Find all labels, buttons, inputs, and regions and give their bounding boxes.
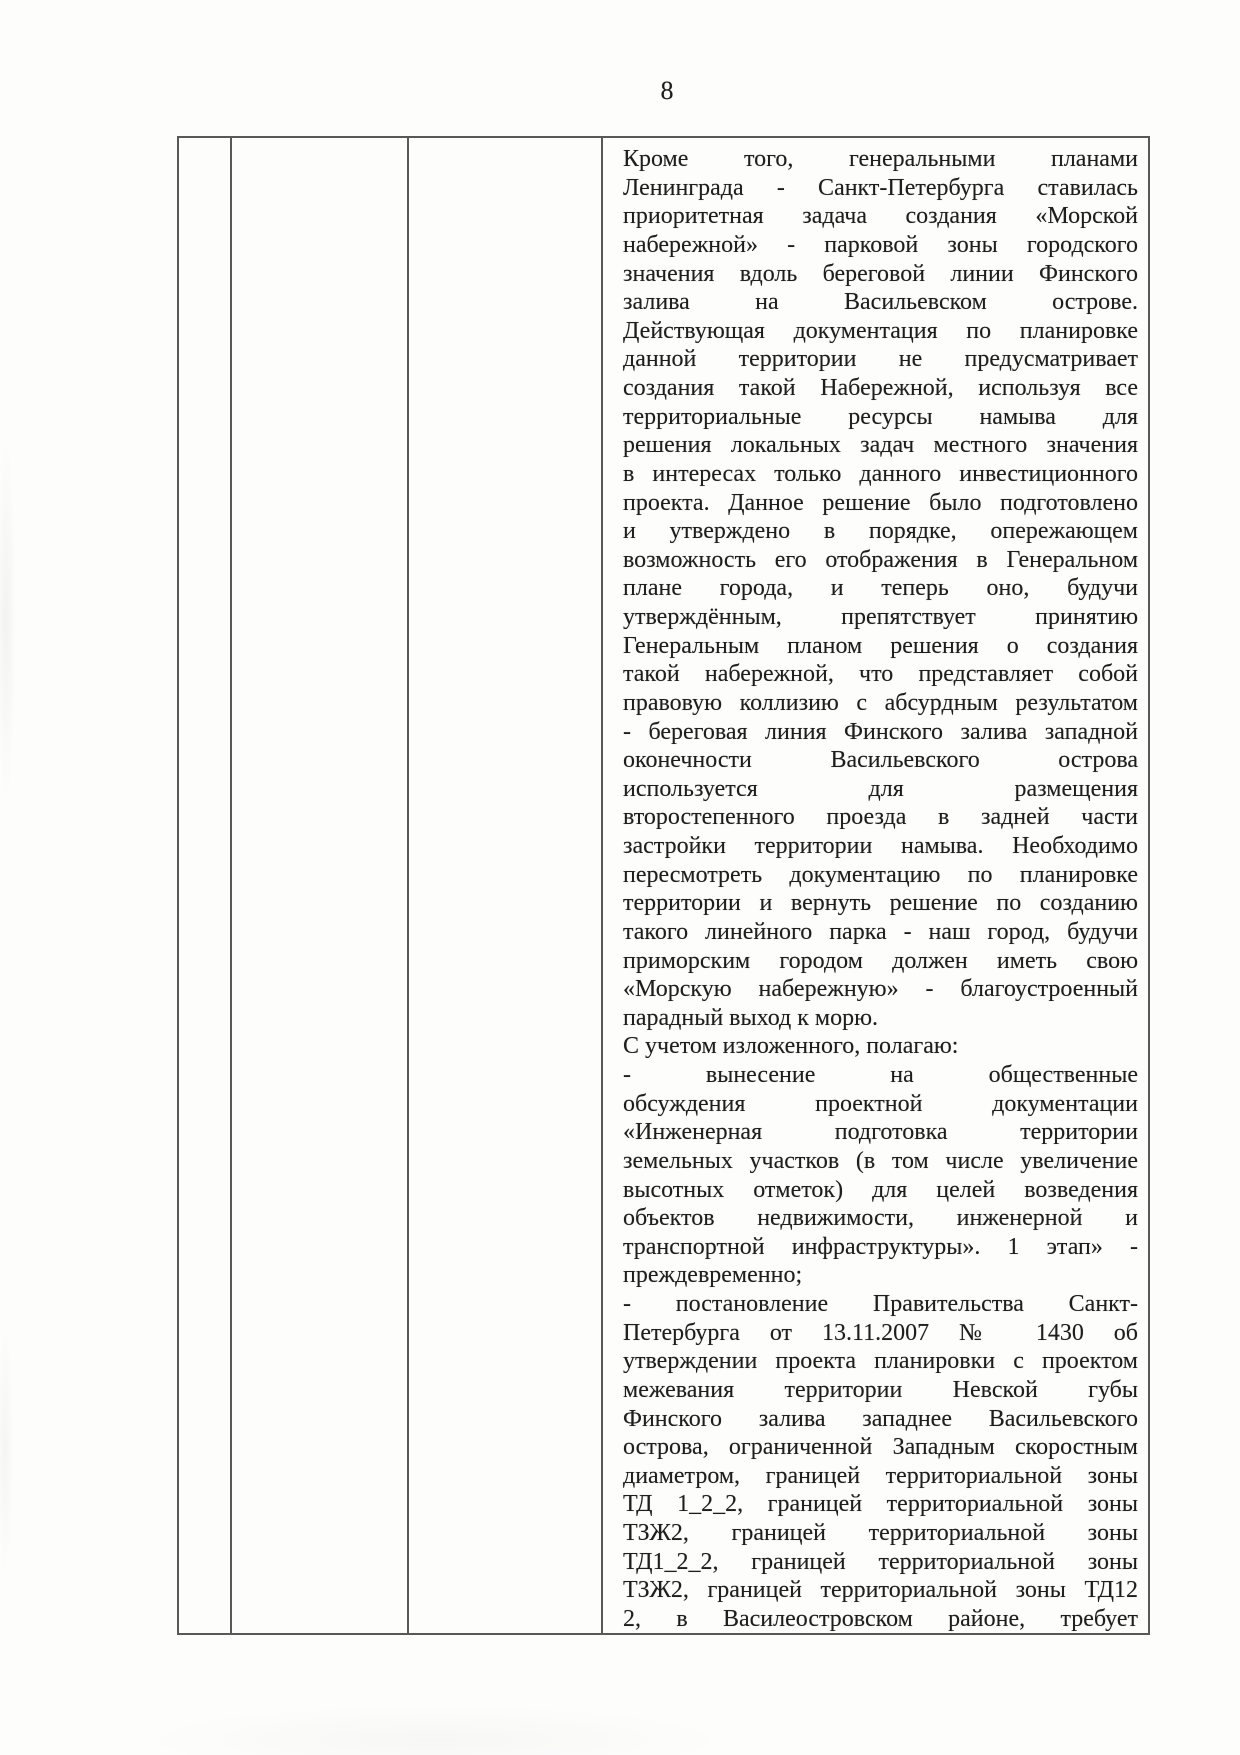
text-line: ТЗЖ2, границей территориальной зоны ТД12	[623, 1577, 1138, 1604]
text-line: второстепенного проезда в задней части	[623, 804, 1138, 831]
text-line: такой набережной, что представляет собой	[623, 661, 1138, 688]
text-line: 2, в Василеостровском районе, требует	[623, 1605, 1138, 1632]
text-line: ТД 1_2_2, границей территориальной зоны	[623, 1491, 1138, 1518]
text-line: ТД1_2_2, границей территориальной зоны	[623, 1548, 1138, 1575]
text-line: утверждении проекта планировки с проектом	[623, 1348, 1138, 1375]
text-line: территориальные ресурсы намыва для	[623, 403, 1138, 430]
text-line: создания такой Набережной, используя все	[623, 375, 1138, 401]
text-line: Кроме того, генеральными планами	[623, 146, 1138, 172]
text-line: «Инженерная подготовка территории	[623, 1119, 1138, 1146]
text-line: возможность его отображения в Генеральном	[623, 546, 1138, 573]
text-line: Петербурга от 13.11.2007 № 1430 об	[623, 1319, 1138, 1346]
table-cell-empty-1	[179, 138, 232, 1633]
text-line: плане города, и теперь оно, будучи	[623, 575, 1138, 602]
text-line: застройки территории намыва. Необходимо	[623, 833, 1138, 859]
text-line: - вынесение на общественные	[623, 1062, 1138, 1088]
text-line: высотных отметок) для целей возведения	[623, 1176, 1138, 1203]
text-line: правовую коллизию с абсурдным результатом	[623, 689, 1138, 716]
text-line: «Морскую набережную» - благоустроенный	[623, 976, 1138, 1003]
text-line: земельных участков (в том числе увеличение	[623, 1147, 1138, 1174]
text-line: и утверждено в порядке, опережающем	[623, 518, 1138, 545]
text-line: Действующая документация по планировке	[623, 317, 1138, 344]
text-line: решения локальных задач местного значения	[623, 432, 1138, 459]
table-cell-empty-2	[232, 138, 409, 1633]
text-line: парадный выход к морю.	[623, 1004, 879, 1031]
text-line: объектов недвижимости, инженерной и	[623, 1205, 1138, 1232]
text-line: в интересах только данного инвестиционного	[623, 460, 1138, 487]
text-line: острова, ограниченной Западным скоростным	[623, 1434, 1138, 1461]
text-line: пересмотреть документацию по планировке	[623, 861, 1138, 888]
text-line: диаметром, границей территориальной зоны	[623, 1462, 1138, 1489]
cell-text	[623, 145, 1138, 1633]
text-line: транспортной инфраструктуры». 1 этап» -	[623, 1233, 1138, 1260]
text-line: Финского залива западнее Васильевского	[623, 1405, 1138, 1432]
text-line: используется для размещения	[623, 775, 1138, 802]
page-number: 8	[660, 76, 674, 105]
text-line: С учетом изложенного, полагаю:	[623, 1033, 959, 1060]
table-cell-empty-3	[409, 138, 603, 1633]
text-line: преждевременно;	[623, 1262, 803, 1289]
text-line: залива на Васильевском острове.	[623, 289, 1138, 316]
text-line: Генеральным планом решения о создания	[623, 632, 1138, 659]
text-line: набережной» - парковой зоны городского	[623, 231, 1138, 258]
text-line: проекта. Данное решение было подготовлено	[623, 489, 1138, 516]
text-line: обсуждения проектной документации	[623, 1090, 1138, 1117]
text-line: такого линейного парка - наш город, будучи	[623, 918, 1138, 945]
text-line: приоритетная задача создания «Морской	[623, 203, 1138, 230]
text-line: - береговая линия Финского залива западной	[623, 718, 1138, 745]
text-line: территории и вернуть решение по созданию	[623, 890, 1138, 917]
text-line: утверждённым, препятствует принятию	[623, 604, 1138, 630]
text-line: - постановление Правительства Санкт-	[623, 1291, 1138, 1317]
text-line: межевания территории Невской губы	[623, 1376, 1138, 1403]
text-line: ТЗЖ2, границей территориальной зоны	[623, 1520, 1138, 1546]
text-line: значения вдоль береговой линии Финского	[623, 260, 1138, 287]
text-line: приморским городом должен иметь свою	[623, 947, 1138, 974]
table-cell-comment	[603, 138, 1148, 1633]
review-table	[177, 136, 1150, 1635]
text-line: данной территории не предусматривает	[623, 346, 1138, 373]
text-line: Ленинграда - Санкт-Петербурга ставилась	[623, 174, 1138, 201]
text-line: оконечности Васильевского острова	[623, 747, 1138, 774]
